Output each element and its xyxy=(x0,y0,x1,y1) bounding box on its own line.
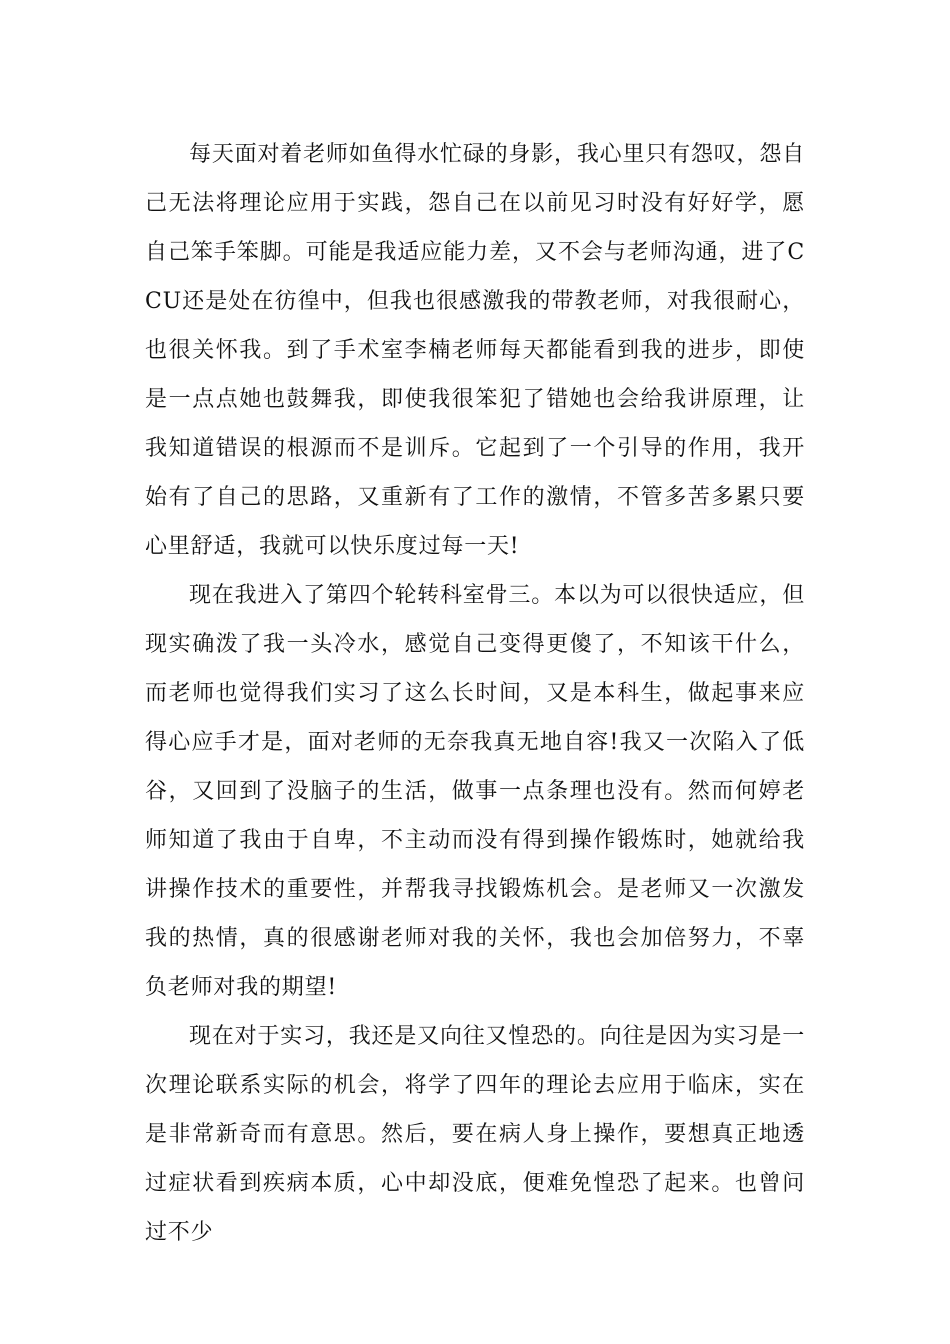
document-body xyxy=(145,130,805,1257)
paragraph-3: 现在对于实习，我还是又向往又惶恐的。向往是因为实习是一次理论联系实际的机会，将学了四年的理论去应用于临床，实在是非常新奇而有意思。然后，要在病人身上操作，要想真正地透过症状看到疾病本质，心中却没底，便难免惶恐了起来。也曾问过不少 xyxy=(145,1024,805,1245)
paragraph-2: 现在我进入了第四个轮转科室骨三。本以为可以很快适应，但现实确泼了我一头冷水，感觉自己变得更傻了，不知该干什么，而老师也觉得我们实习了这么长时间，又是本科生，做起事来应得心应手才是，面对老师的无奈我真无地自容!我又一次陷入了低谷，又回到了没脑子的生活，做事一点条理也没有。然而何婷老师知道了我由于自卑，不主动而没有得到操作锻炼时，她就给我讲操作技术的重要性，并帮我寻找锻炼机会。是老师又一次激发我的热情，真的很感谢老师对我的关怀，我也会加倍努力，不辜负老师对我的期望! xyxy=(145,583,805,1000)
paragraph-1: 每天面对着老师如鱼得水忙碌的身影，我心里只有怨叹，怨自己无法将理论应用于实践，怨自己在以前见习时没有好好学，愿自己笨手笨脚。可能是我适应能力差，又不会与老师沟通，进了CCU还是处在彷徨中，但我也很感激我的带教老师，对我很耐心，也很关怀我。到了手术室李楠老师每天都能看到我的进步，即使是一点点她也鼓舞我，即使我很笨犯了错她也会给我讲原理，让我知道错误的根源而不是训斥。它起到了一个引导的作用，我开始有了自己的思路，又重新有了工作的激情，不管多苦多累只要心里舒适，我就可以快乐度过每一天! xyxy=(145,142,805,559)
